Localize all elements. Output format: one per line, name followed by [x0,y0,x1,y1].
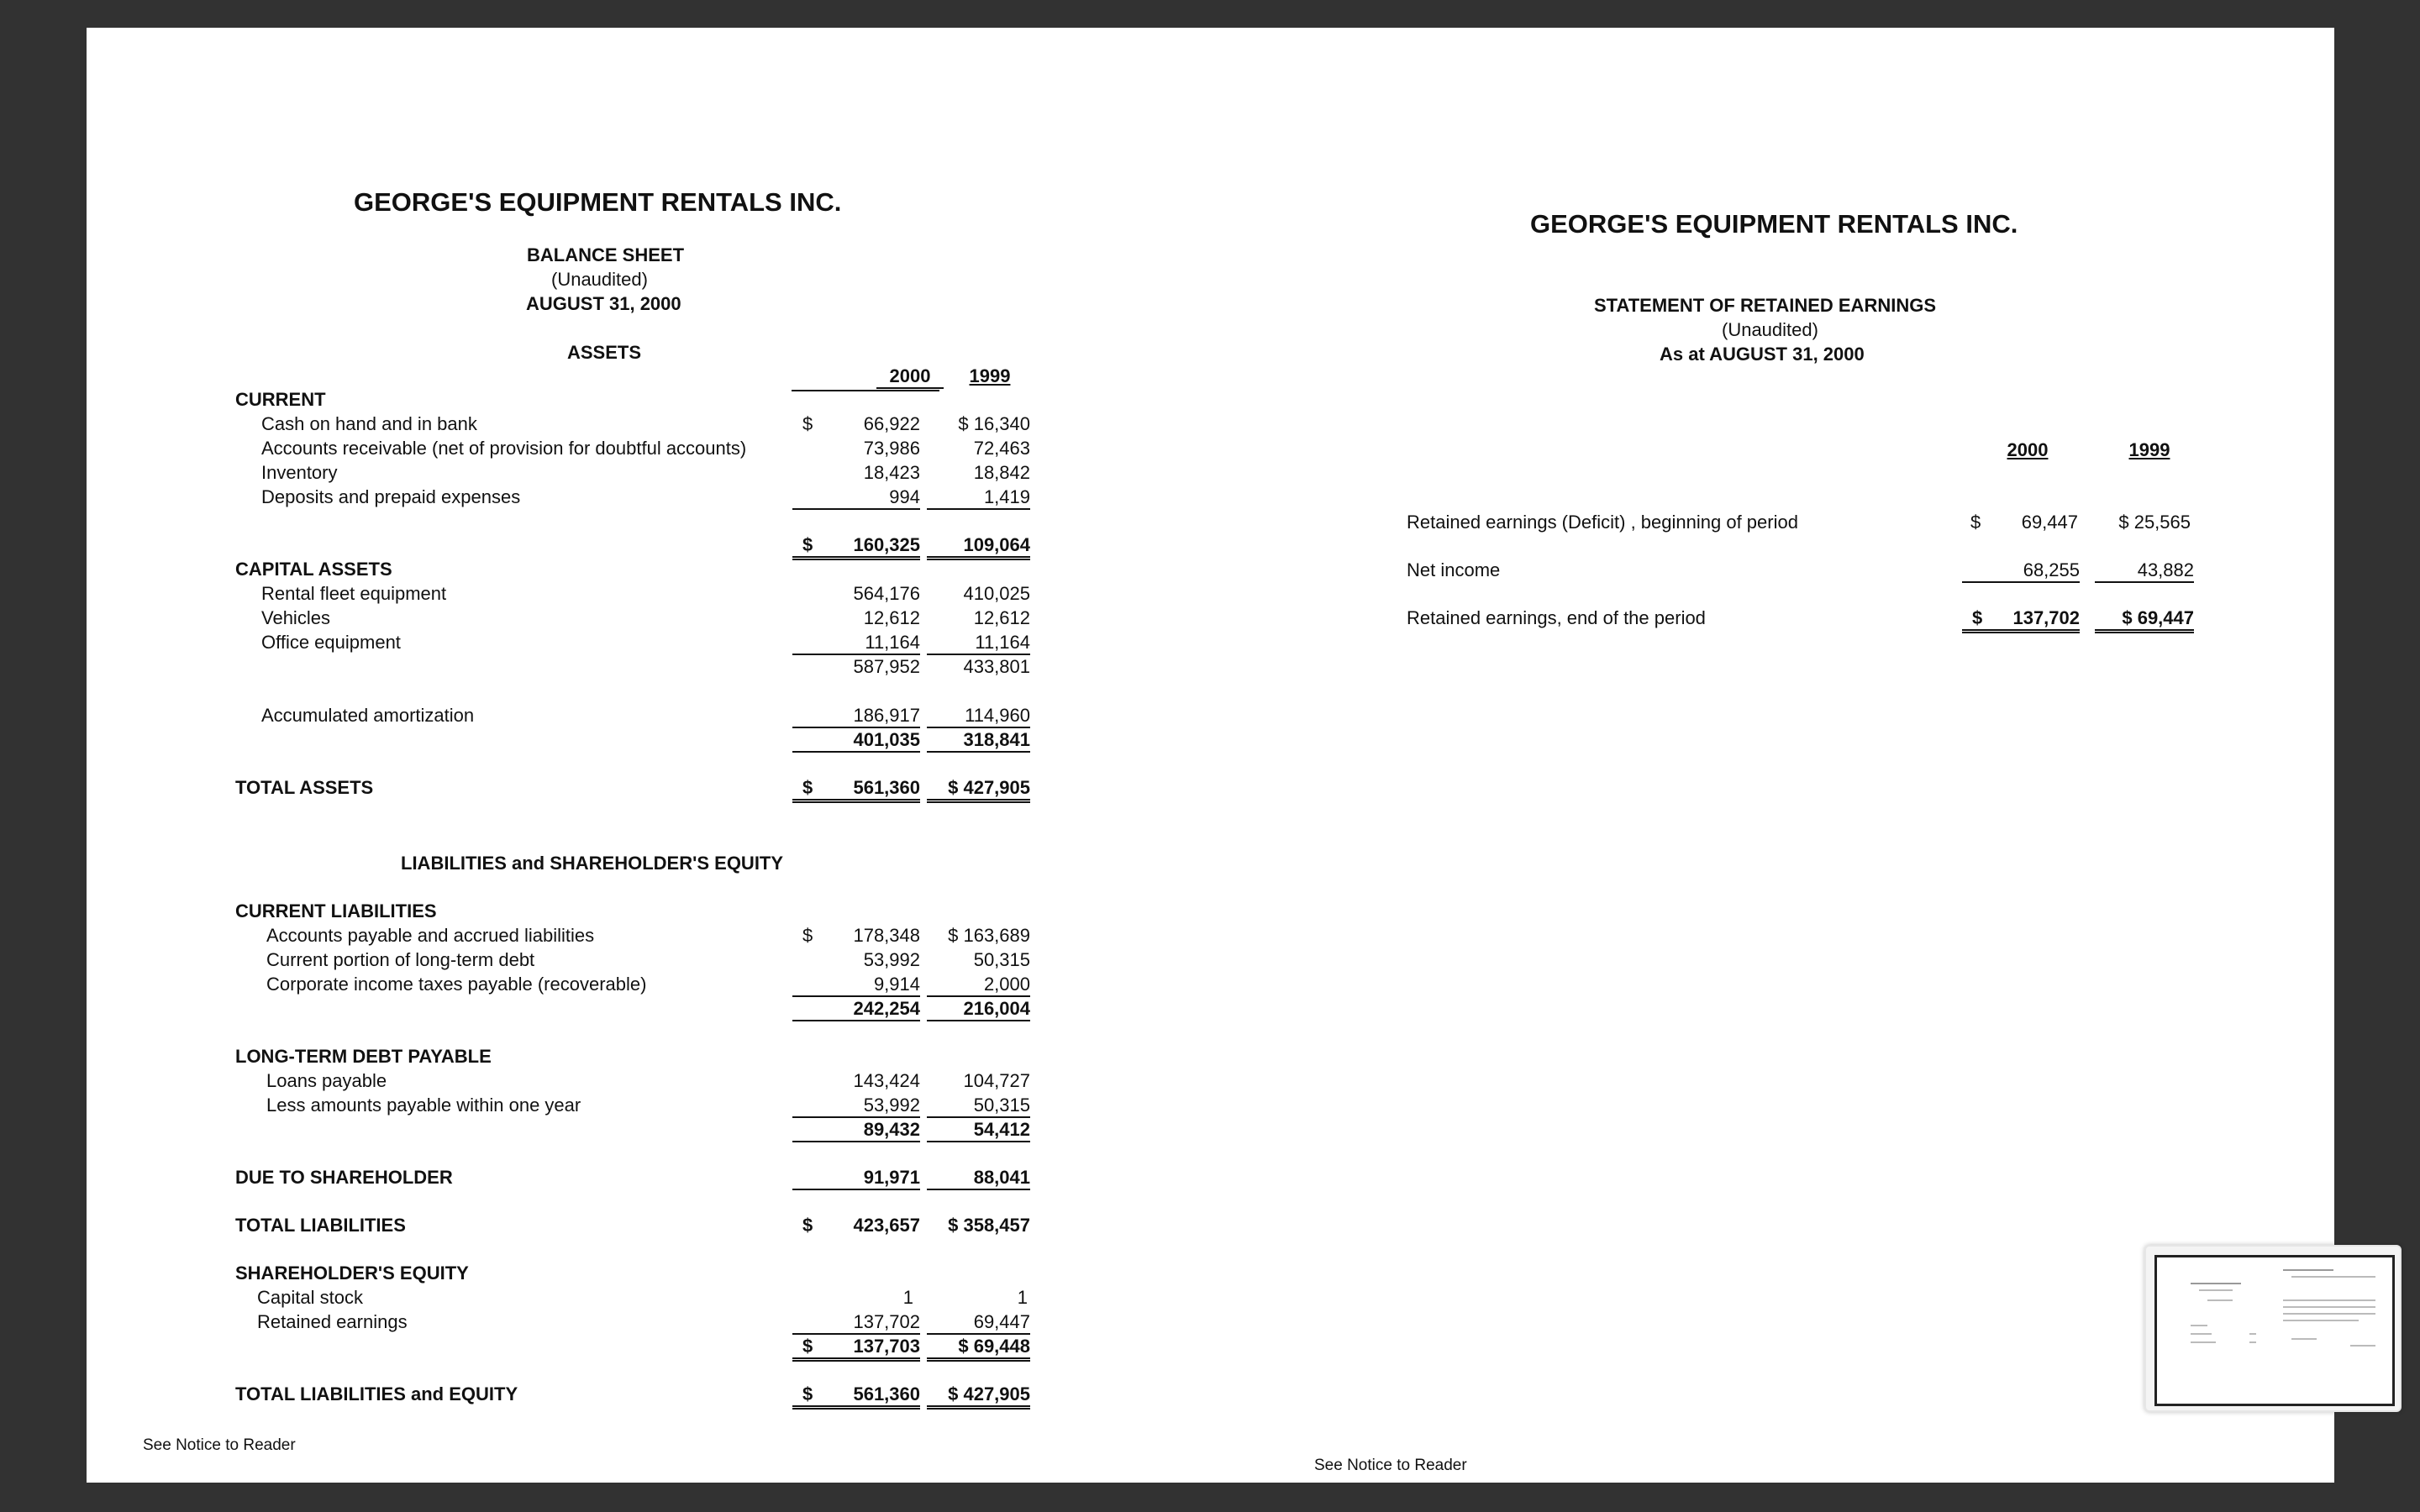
bs-current-row-label: Inventory [261,462,338,483]
bs-company-title: GEORGE'S EQUIPMENT RENTALS INC. [354,187,842,217]
bs-capital-row-1999: 11,164 [927,632,1030,655]
bs-total-liab-equity-1999: $ 427,905 [927,1383,1030,1410]
re-row-1999: $ 25,565 [2118,512,2191,533]
bs-equity-total-2000: 137,703 [792,1336,920,1362]
bs-year-2000: 2000 [876,365,944,389]
bs-due-shareholder-label: DUE TO SHAREHOLDER [235,1167,453,1188]
bs-ltd-row-1999: 50,315 [927,1095,1030,1118]
bs-ltd-row-2000: 53,992 [792,1095,920,1118]
bs-unaudited: (Unaudited) [551,269,648,290]
bs-dollar-sign: $ [802,413,813,434]
bs-capital-row-1999: 12,612 [973,607,1030,628]
re-row-label: Net income [1407,559,1501,580]
bs-assets-heading: ASSETS [567,342,642,363]
bs-current-liab-row-1999: $ 163,689 [948,925,1030,946]
bs-total-liabilities-1999: $ 358,457 [948,1215,1030,1236]
bs-amortization-2000: 186,917 [792,705,920,728]
bs-current-row-label: Accounts receivable (net of provision for doubtful accounts) [261,438,747,459]
bs-equity-row-2000: 137,702 [792,1311,920,1335]
re-row-label: Retained earnings, end of the period [1407,607,1706,628]
re-date: As at AUGUST 31, 2000 [1660,344,1865,365]
bs-dollar-sign: $ [802,534,813,555]
bs-current-liab-row-2000: 53,992 [863,949,920,970]
re-row-2000: 68,255 [1962,559,2080,583]
bs-total-assets-2000: 561,360 [792,777,920,803]
bs-current-liab-total-2000: 242,254 [792,998,920,1021]
bs-date: AUGUST 31, 2000 [526,293,681,314]
bs-ltd-row-label: Less amounts payable within one year [266,1095,581,1116]
re-row-label: Retained earnings (Deficit) , beginning of period [1407,512,1798,533]
bs-total-assets-1999: $ 427,905 [927,777,1030,803]
bs-current-row-1999: $ 16,340 [958,413,1030,434]
bs-current-liab-row-1999: 2,000 [927,974,1030,997]
bs-capital-net-2000: 401,035 [792,729,920,753]
bs-current-liab-row-label: Current portion of long-term debt [266,949,535,970]
bs-amortization-label: Accumulated amortization [261,705,475,726]
bs-year-1999: 1999 [969,365,1011,386]
re-row-2000: 137,702 [1962,607,2080,633]
bs-capital-row-label: Office equipment [261,632,401,653]
bs-total-assets-label: TOTAL ASSETS [235,777,374,798]
bs-equity-row-2000: 1 [902,1287,913,1308]
bs-ltd-total-1999: 54,412 [927,1119,1030,1142]
re-year-2000: 2000 [2007,439,2049,460]
bs-dollar-sign: $ [802,925,813,946]
re-title: STATEMENT OF RETAINED EARNINGS [1594,295,1936,316]
bs-total-liab-equity-label: TOTAL LIABILITIES and EQUITY [235,1383,518,1404]
bs-capital-label: CAPITAL ASSETS [235,559,392,580]
bs-ltd-row-1999: 104,727 [963,1070,1030,1091]
bs-ltd-row-2000: 143,424 [853,1070,920,1091]
bs-ltd-label: LONG-TERM DEBT PAYABLE [235,1046,492,1067]
bs-current-total-2000: 160,325 [792,534,920,560]
bs-liabilities-heading: LIABILITIES and SHAREHOLDER'S EQUITY [401,853,784,874]
re-year-1999: 1999 [2128,439,2170,460]
thumbnail-page-preview [2154,1255,2395,1406]
bs-equity-row-label: Retained earnings [257,1311,408,1332]
bs-current-row-1999: 1,419 [927,486,1030,510]
bs-current-row-2000: 994 [792,486,920,510]
bs-capital-subtotal-2000: 587,952 [853,656,920,677]
re-row-1999: 43,882 [2095,559,2194,583]
bs-ltd-row-label: Loans payable [266,1070,387,1091]
bs-capital-row-label: Rental fleet equipment [261,583,447,604]
bs-capital-row-label: Vehicles [261,607,330,628]
bs-current-liab-row-2000: 178,348 [853,925,920,946]
bs-header-rule [792,390,939,391]
re-dollar-sign: $ [1972,607,1983,628]
bs-equity-label: SHAREHOLDER'S EQUITY [235,1263,469,1284]
bs-equity-total-1999: $ 69,448 [927,1336,1030,1362]
bs-current-row-2000: 73,986 [863,438,920,459]
re-unaudited: (Unaudited) [1722,319,1818,340]
bs-equity-row-1999: 1 [1017,1287,1028,1308]
bs-capital-row-2000: 11,164 [792,632,920,655]
re-row-1999: $ 69,447 [2095,607,2194,633]
bs-total-liabilities-label: TOTAL LIABILITIES [235,1215,406,1236]
bs-capital-subtotal-1999: 433,801 [963,656,1030,677]
re-row-2000: 69,447 [2021,512,2078,533]
bs-current-row-label: Deposits and prepaid expenses [261,486,521,507]
bs-dollar-sign: $ [802,1383,813,1404]
bs-current-row-label: Cash on hand and in bank [261,413,477,434]
bs-current-row-1999: 72,463 [973,438,1030,459]
bs-notice: See Notice to Reader [143,1436,296,1454]
bs-current-liab-row-label: Accounts payable and accrued liabilities [266,925,595,946]
bs-ltd-total-2000: 89,432 [792,1119,920,1142]
bs-total-liabilities-2000: 423,657 [853,1215,920,1236]
bs-total-liab-equity-2000: 561,360 [792,1383,920,1410]
bs-current-row-1999: 18,842 [973,462,1030,483]
bs-current-liab-row-1999: 50,315 [973,949,1030,970]
bs-dollar-sign: $ [802,777,813,798]
bs-dollar-sign: $ [802,1336,813,1357]
bs-amortization-1999: 114,960 [927,705,1030,728]
bs-due-shareholder-1999: 88,041 [927,1167,1030,1190]
bs-equity-row-1999: 69,447 [927,1311,1030,1335]
bs-capital-row-2000: 12,612 [863,607,920,628]
bs-capital-row-1999: 410,025 [963,583,1030,604]
bs-current-liab-label: CURRENT LIABILITIES [235,900,437,921]
bs-due-shareholder-2000: 91,971 [792,1167,920,1190]
bs-title: BALANCE SHEET [527,244,685,265]
document-page [87,28,2334,1483]
re-notice: See Notice to Reader [1314,1457,1467,1474]
bs-capital-row-2000: 564,176 [853,583,920,604]
bs-current-liab-row-label: Corporate income taxes payable (recoverable) [266,974,647,995]
bs-dollar-sign: $ [802,1215,813,1236]
bs-current-total-1999: 109,064 [927,534,1030,560]
page-thumbnail[interactable] [2144,1245,2402,1412]
bs-equity-row-label: Capital stock [257,1287,363,1308]
bs-current-row-2000: 66,922 [863,413,920,434]
bs-current-label: CURRENT [235,389,326,410]
bs-current-liab-row-2000: 9,914 [792,974,920,997]
re-dollar-sign: $ [1970,512,1981,533]
re-company-title: GEORGE'S EQUIPMENT RENTALS INC. [1530,209,2018,239]
bs-current-row-2000: 18,423 [863,462,920,483]
bs-current-liab-total-1999: 216,004 [927,998,1030,1021]
bs-capital-net-1999: 318,841 [927,729,1030,753]
